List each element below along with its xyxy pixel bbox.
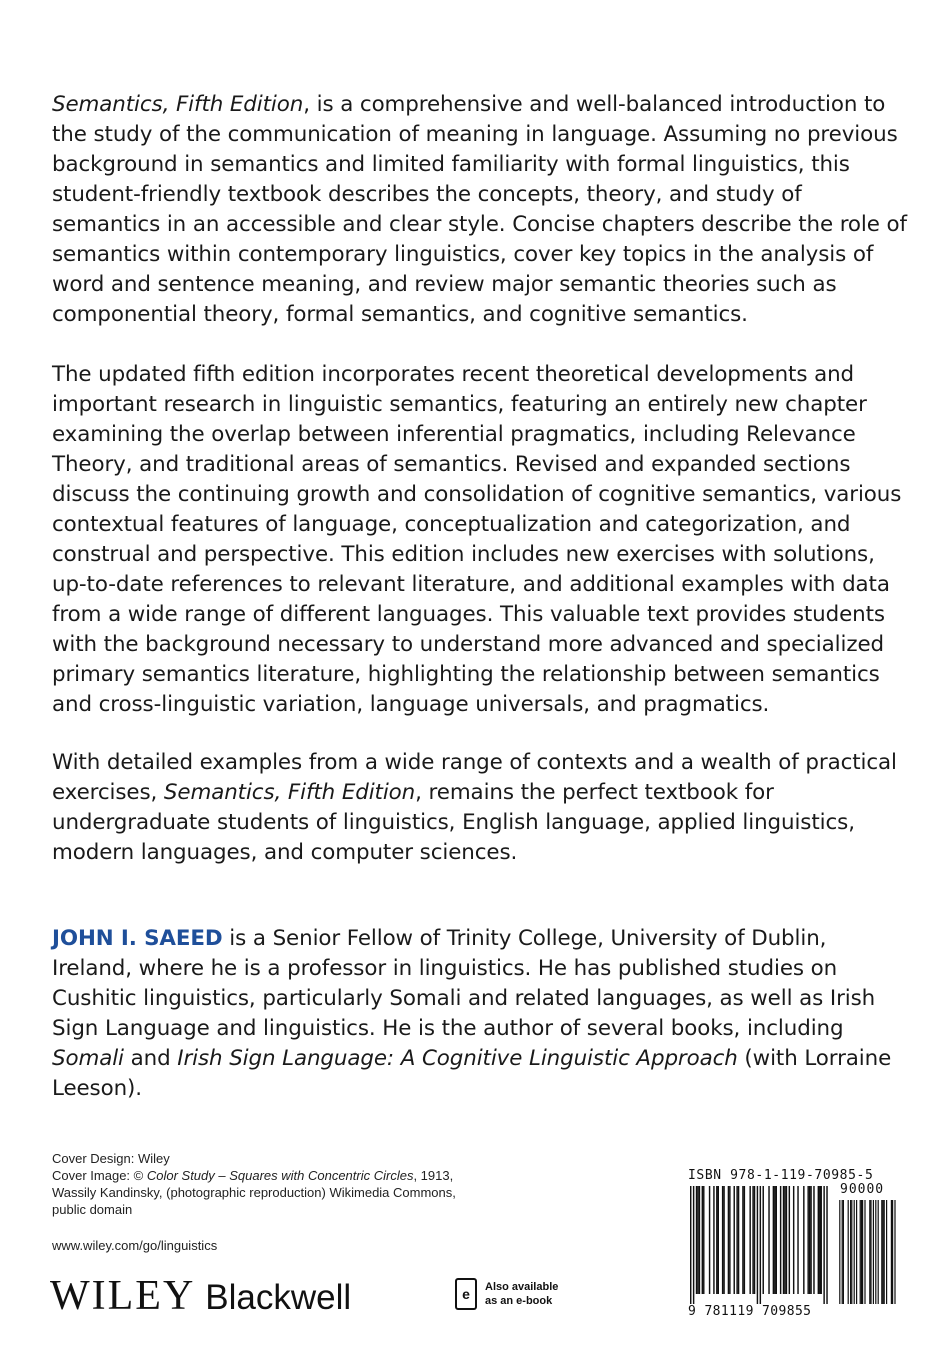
barcode-bar [884, 1200, 885, 1304]
barcode-bar [864, 1200, 865, 1304]
barcode-bar [738, 1186, 739, 1294]
paragraph-text: , remains the perfect textbook for undergraduate students of linguistics, English language, applied linguistics, modern languages, and computer sciences. [52, 780, 855, 865]
barcode-bar [810, 1186, 811, 1294]
barcode [688, 1168, 900, 1328]
ebook-text [485, 1280, 558, 1308]
barcode-bar [783, 1186, 784, 1294]
barcode-bar [728, 1186, 729, 1294]
barcode-bar [749, 1186, 750, 1294]
barcode-bar [713, 1186, 714, 1294]
ebook-line-2: as an e-book [485, 1295, 553, 1307]
ebook-notice [455, 1278, 558, 1310]
paragraph-text: , is a comprehensive and well-balanced introduction to the study of the communication of meaning in language. Assuming no previous background in semantics and limited familiarity with formal linguistics, this student-friendly textbook describes the concepts, theory, and study of semantics in an accessible and clear style. Concise chapters describe the role of semantics within contemporary linguistics, cover key topics in the analysis of word and sentence meaning, and review major semantic theories such as componential theory, formal semantics, and cognitive semantics. [52, 92, 907, 327]
barcode-bar [861, 1200, 862, 1304]
barcode-bar [819, 1186, 820, 1294]
barcode-bar [803, 1186, 804, 1294]
description-paragraph-3 [52, 748, 912, 868]
ebook-icon: e [455, 1278, 477, 1310]
paragraph-text: With detailed examples from a wide range of contexts and a wealth of practical exercises, [52, 750, 897, 805]
barcode-bar [780, 1186, 781, 1294]
ean-number: 9 781119 709855 [688, 1304, 812, 1319]
barcode-bar [826, 1186, 827, 1304]
barcode-bar [860, 1200, 861, 1304]
author-bio [52, 924, 912, 1104]
barcode-bar [729, 1186, 730, 1294]
barcode-bar [697, 1186, 698, 1294]
barcode-bar [894, 1200, 895, 1304]
barcode-bar [709, 1186, 710, 1294]
barcode-bar [882, 1200, 883, 1304]
cover-image-credit: Cover Image: © [52, 1168, 147, 1183]
barcode-bar [807, 1186, 808, 1294]
barcode-bar [690, 1186, 691, 1304]
logo-blackwell: Blackwell [205, 1278, 352, 1317]
barcode-bar [702, 1186, 703, 1294]
barcode-bar [757, 1186, 758, 1304]
author-name: JOHN I. SAEED [52, 926, 223, 951]
barcode-bar [784, 1186, 785, 1294]
bio-text: and [123, 1046, 178, 1071]
barcode-bar [693, 1186, 694, 1304]
barcode-bar [736, 1186, 737, 1294]
addon-barcode [838, 1200, 896, 1304]
cover-credits [52, 1150, 492, 1218]
barcode-bar [760, 1186, 761, 1304]
barcode-bar [696, 1186, 697, 1294]
website-link[interactable]: www.wiley.com/go/linguistics [52, 1238, 218, 1253]
cover-design-credit: Cover Design: Wiley [52, 1151, 170, 1166]
barcode-bar [821, 1186, 822, 1294]
book-title: Semantics, Fifth Edition [52, 92, 304, 117]
barcode-bar [843, 1200, 844, 1304]
barcode-bar [752, 1186, 753, 1294]
barcode-bar [754, 1186, 755, 1294]
barcode-bar [763, 1186, 764, 1294]
barcode-bar [773, 1186, 774, 1294]
barcode-bar [786, 1186, 787, 1294]
barcode-bar [718, 1186, 719, 1294]
isbn-label: ISBN 978-1-119-70985-5 [688, 1168, 874, 1183]
barcode-bar [839, 1200, 840, 1304]
book-title: Irish Sign Language: A Cognitive Linguistic Approach [177, 1046, 738, 1071]
cover-image-credit: , 1913, Wassily Kandinsky, (photographic reproduction) Wikimedia Commons, public domain [52, 1168, 456, 1217]
barcode-bar [793, 1186, 794, 1294]
barcode-bar [856, 1200, 857, 1304]
barcode-bar [818, 1186, 819, 1294]
logo-wiley: WILEY [50, 1273, 196, 1319]
barcode-bar [722, 1186, 723, 1294]
barcode-bar [742, 1186, 743, 1294]
barcode-bar [703, 1186, 704, 1294]
ean-barcode [690, 1186, 834, 1304]
bio-text: is a Senior Fellow of Trinity College, University of Dublin, Ireland, where he is a professor in linguistics. He has published studies on Cushitic linguistics, particularly Somali and related languages, as well as Irish Sign Language and linguistics. He is the author of several books, including [52, 926, 876, 1041]
barcode-bar [870, 1200, 871, 1304]
barcode-bar [776, 1186, 777, 1294]
barcode-bar [854, 1200, 855, 1304]
bio-text: (with Lorraine Leeson). [52, 1046, 892, 1101]
barcode-bar [768, 1186, 769, 1294]
barcode-bar [848, 1200, 849, 1304]
barcode-bar [875, 1200, 876, 1304]
barcode-bar [823, 1186, 824, 1304]
barcode-bar [699, 1186, 700, 1294]
barcode-bar [850, 1200, 851, 1304]
barcode-bar [716, 1186, 717, 1294]
addon-number: 90000 [840, 1182, 885, 1197]
book-title: Semantics, Fifth Edition [163, 780, 416, 805]
barcode-bar [862, 1200, 863, 1304]
barcode-bar [869, 1200, 870, 1304]
barcode-bar [886, 1200, 887, 1304]
barcode-bar [797, 1186, 798, 1294]
barcode-bar [881, 1200, 882, 1304]
ebook-line-1: Also available [485, 1281, 559, 1293]
barcode-bar [851, 1200, 852, 1304]
barcode-bar [873, 1200, 874, 1304]
barcode-bar [842, 1200, 843, 1304]
barcode-bar [878, 1200, 879, 1304]
description-paragraph-1 [52, 90, 912, 330]
barcode-bar [774, 1186, 775, 1294]
description-paragraph-2: The updated fifth edition incorporates recent theoretical developments and important research in linguistic semantics, featuring an entirely new chapter examining the overlap between inferential pragmatics, including Relevance Theory, and traditional areas of semantics. Revised and expanded sections discuss the continuing growth and consolidation of cognitive semantics, various contextual features of language, conceptualization and categorization, and construal and perspective. This edition includes new exercises with solutions, up-to-date references to relevant literature, and additional examples with data from a wide range of different languages. This valuable text provides students with the background necessary to understand more advanced and specialized primary semantics literature, highlighting the relationship between semantics and cross-linguistic variation, language universals, and pragmatics. [52, 362, 902, 717]
barcode-bar [789, 1186, 790, 1294]
book-title: Somali [52, 1046, 124, 1071]
wiley-blackwell-logo [50, 1272, 351, 1322]
barcode-bar [891, 1200, 892, 1304]
barcode-bar [723, 1186, 724, 1294]
barcode-bar [813, 1186, 814, 1294]
barcode-bar [892, 1200, 893, 1304]
artwork-title: Color Study – Squares with Concentric Circles [146, 1168, 414, 1183]
barcode-bar [734, 1186, 735, 1294]
barcode-bar [809, 1186, 810, 1294]
barcode-bar [744, 1186, 745, 1294]
